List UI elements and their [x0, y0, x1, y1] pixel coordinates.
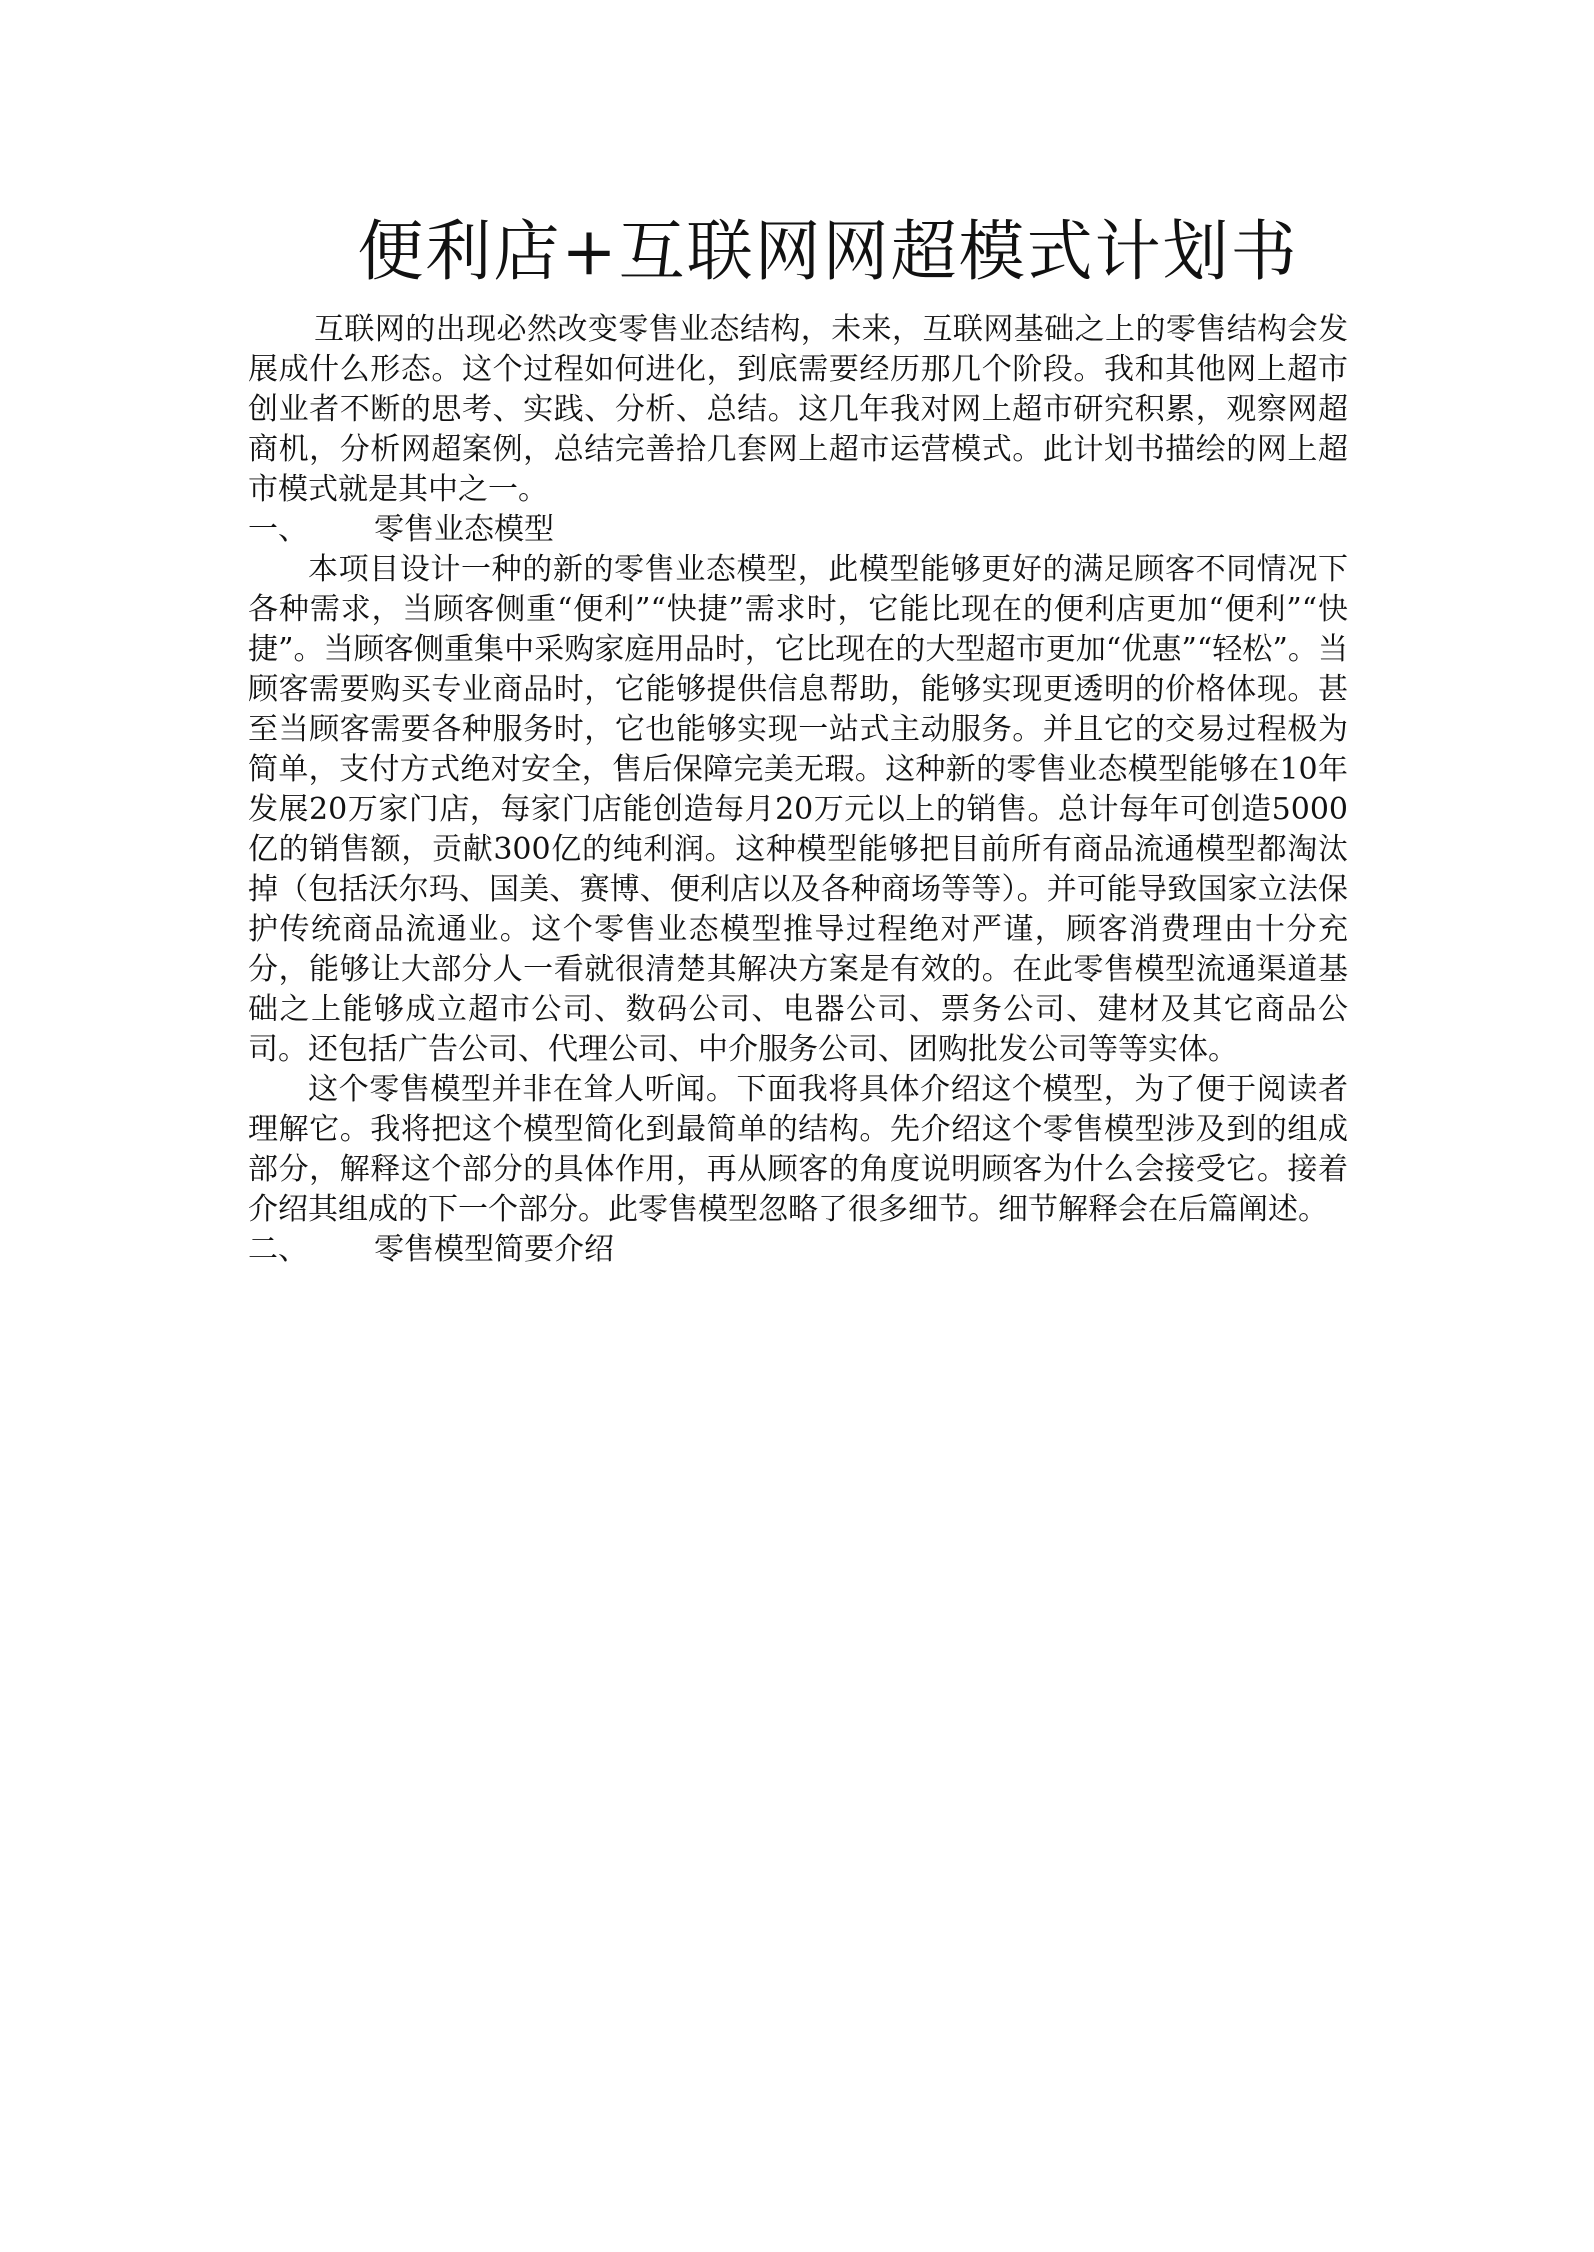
section-title: 零售业态模型: [374, 512, 554, 547]
section-number: 一、: [248, 512, 308, 547]
intro-paragraph: 互联网的出现必然改变零售业态结构，未来，互联网基础之上的零售结构会发展成什么形态。这个过程如何进化，到底需要经历那几个阶段。我和其他网上超市创业者不断的思考、实践、分析、总结。这几年我对网上超市研究积累，观察网超商机，分析网超案例，总结完善拾几套网上超市运营模式。此计划书描绘的网上超市模式就是其中之一。: [248, 312, 1348, 507]
section-heading: [248, 510, 1348, 550]
section-number: 二、: [248, 1232, 308, 1267]
section-heading: [248, 1230, 1348, 1270]
document-title: 便利店+互联网网超模式计划书: [357, 213, 1299, 290]
body-paragraph: 这个零售模型并非在耸人听闻。下面我将具体介绍这个模型，为了便于阅读者理解它。我将把这个模型简化到最简单的结构。先介绍这个零售模型涉及到的组成部分，解释这个部分的具体作用，再从顾客的角度说明顾客为什么会接受它。接着介绍其组成的下一个部分。此零售模型忽略了很多细节。细节解释会在后篇阐述。: [248, 1072, 1348, 1227]
body-paragraph: 本项目设计一种的新的零售业态模型，此模型能够更好的满足顾客不同情况下各种需求，当顾客侧重“便利”“快捷”需求时，它能比现在的便利店更加“便利”“快捷”。当顾客侧重集中采购家庭用品时，它比现在的大型超市更加“优惠”“轻松”。当顾客需要购买专业商品时，它能够提供信息帮助，能够实现更透明的价格体现。甚至当顾客需要各种服务时，它也能够实现一站式主动服务。并且它的交易过程极为简单，支付方式绝对安全，售后保障完美无瑕。这种新的零售业态模型能够在10年发展20万家门店，每家门店能创造每月20万元以上的销售。总计每年可创造5000亿的销售额，贡献300亿的纯利润。这种模型能够把目前所有商品流通模型都淘汰掉（包括沃尔玛、国美、赛博、便利店以及各种商场等等）。并可能导致国家立法保护传统商品流通业。这个零售业态模型推导过程绝对严谨，顾客消费理由十分充分，能够让大部分人一看就很清楚其解决方案是有效的。在此零售模型流通渠道基础之上能够成立超市公司、数码公司、电器公司、票务公司、建材及其它商品公司。还包括广告公司、代理公司、中介服务公司、团购批发公司等等实体。: [248, 552, 1348, 1067]
section-title: 零售模型简要介绍: [374, 1232, 614, 1267]
document-page: [248, 212, 1348, 1270]
